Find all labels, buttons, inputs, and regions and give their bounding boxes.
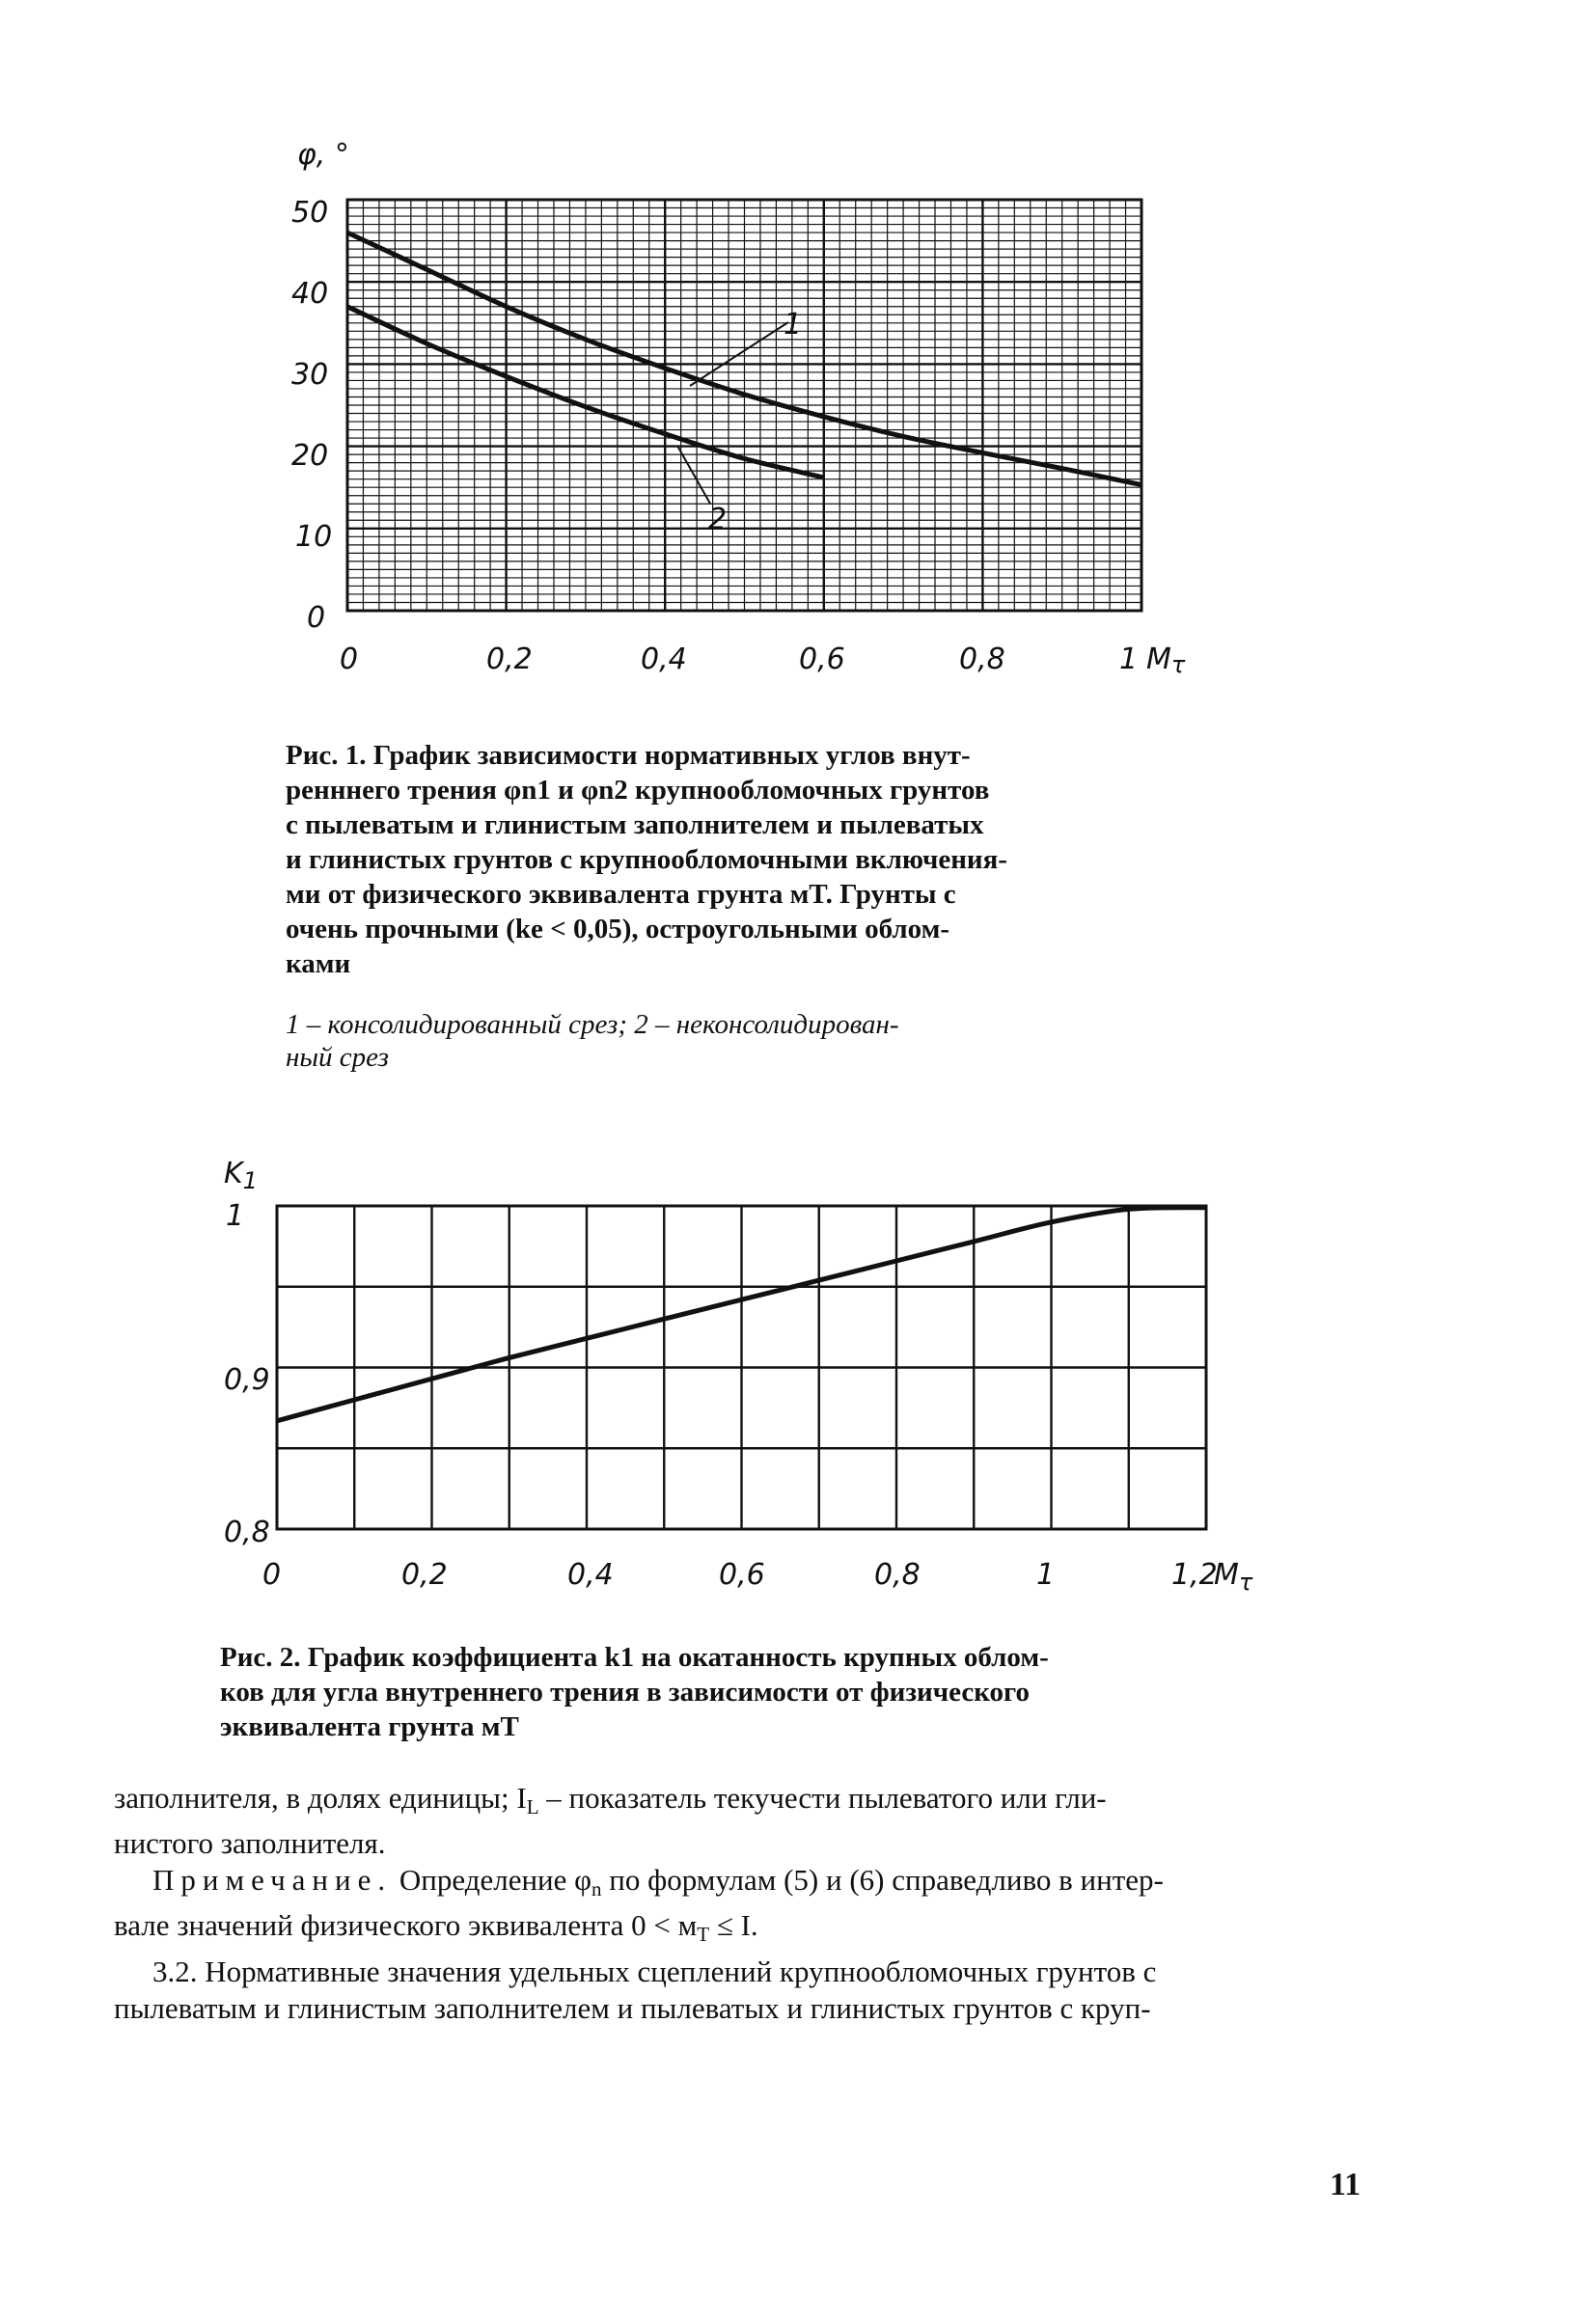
figure-1-x-tick: 0,4 — [641, 643, 687, 676]
figure-1-x-tick-labels — [340, 643, 1138, 676]
caption-line: ков для угла внутреннего трения в зависимости от физического — [220, 1677, 1030, 1708]
text-line: 3.2. Нормативные значения удельных сцеплений крупнообломочных грунтов с — [152, 1955, 1157, 1988]
figure-1-y-axis-label: φ, ° — [297, 138, 349, 172]
figure-2-y-tick-labels — [224, 1199, 270, 1549]
caption-line: Рис. 1. График зависимости нормативных углов внут- — [286, 740, 971, 771]
figure-2-x-tick: 0,6 — [719, 1558, 765, 1592]
figure-1-y-tick: 40 — [291, 277, 329, 311]
figure-1-chart — [0, 0, 1595, 733]
caption-line: ками — [286, 948, 351, 979]
figure-2-x-axis-label: $M_\tau$ — [1214, 1558, 1253, 1596]
text-line: Примечание. Определение $\varphi_n$ по формулам (5) и (6) справедливо в интер- — [152, 1863, 1164, 1900]
figure-2-chart — [0, 1138, 1595, 1611]
text-line: вале значений физического эквивалента $0 < м_T \le I$. — [114, 1908, 758, 1946]
caption-line: очень прочными (ke < 0,05), остроугольными облом- — [286, 914, 949, 944]
figure-1-y-tick: 0 — [307, 601, 326, 635]
caption-line: ренннего трения φn1 и φn2 крупнообломочных грунтов — [286, 775, 990, 806]
figure-2-x-tick: 0,8 — [874, 1558, 921, 1592]
figure-1-caption — [286, 738, 1164, 981]
paragraph-continuation — [114, 1780, 1402, 1862]
figure-2-x-tick: 0 — [262, 1558, 282, 1592]
caption-line: и глинистых грунтов с крупнообломочными включения- — [286, 844, 1007, 875]
text-line: нистого заполнителя. — [114, 1826, 386, 1860]
text-line: заполнителя, в долях единицы; $I_L$ – показатель текучести пылеватого или гли- — [114, 1781, 1107, 1818]
figure-1-y-tick: 20 — [291, 439, 329, 473]
figure-2-x-tick: 1,2 — [1171, 1558, 1218, 1592]
figure-2-y-axis-label: $K_1$ — [224, 1157, 258, 1194]
figure-2-y-tick: 0,9 — [224, 1363, 270, 1397]
figure-1-y-tick-labels — [291, 196, 332, 635]
figure-2-grid — [277, 1206, 1206, 1529]
figure-2-x-tick: 1 — [1036, 1558, 1056, 1592]
figure-2-y-tick: 1 — [226, 1199, 245, 1233]
caption-line: эквивалента грунта мT — [220, 1711, 519, 1742]
legend-line: ный срез — [286, 1042, 389, 1073]
text-line: пылеватым и глинистым заполнителем и пылеватых и глинистых грунтов с круп- — [114, 1991, 1151, 2025]
note-paragraph — [114, 1862, 1402, 1953]
figure-1-curve-label-2: 2 — [708, 503, 728, 536]
figure-1-x-tick: 0,2 — [486, 643, 533, 676]
figure-1-x-tick: 0,6 — [799, 643, 845, 676]
figure-2-x-tick: 0,2 — [401, 1558, 448, 1592]
section-3-2-paragraph — [114, 1954, 1402, 2027]
note-label: Примечание. — [152, 1863, 393, 1897]
legend-line: 1 – консолидированный срез; 2 – неконсолидирован- — [286, 1009, 899, 1040]
figure-1-x-axis-label: Mτ — [1146, 643, 1186, 678]
figure-2-caption — [220, 1640, 1262, 1744]
caption-line: с пылеватым и глинистым заполнителем и пылеватых — [286, 809, 984, 840]
figure-1-x-tick: 0,8 — [959, 643, 1005, 676]
figure-1-y-tick: 10 — [295, 520, 333, 554]
figure-2-y-tick: 0,8 — [224, 1516, 270, 1549]
figure-1-x-tick: 1 — [1119, 643, 1139, 676]
caption-line: Рис. 2. График коэффициента k1 на окатанность крупных облом- — [220, 1642, 1049, 1673]
caption-line: ми от физического эквивалента грунта мT. Грунты с — [286, 879, 956, 910]
figure-1-grid — [347, 200, 1141, 611]
page-number: 11 — [1330, 2167, 1361, 2202]
figure-1-legend — [286, 1008, 1164, 1074]
figure-2-x-tick-labels — [262, 1558, 1218, 1592]
figure-1-curve-label-1: 1 — [784, 308, 803, 342]
figure-2-x-tick: 0,4 — [567, 1558, 614, 1592]
figure-1-y-tick: 30 — [291, 358, 329, 392]
figure-1-y-tick: 50 — [291, 196, 329, 230]
figure-1-x-tick: 0 — [340, 643, 359, 676]
